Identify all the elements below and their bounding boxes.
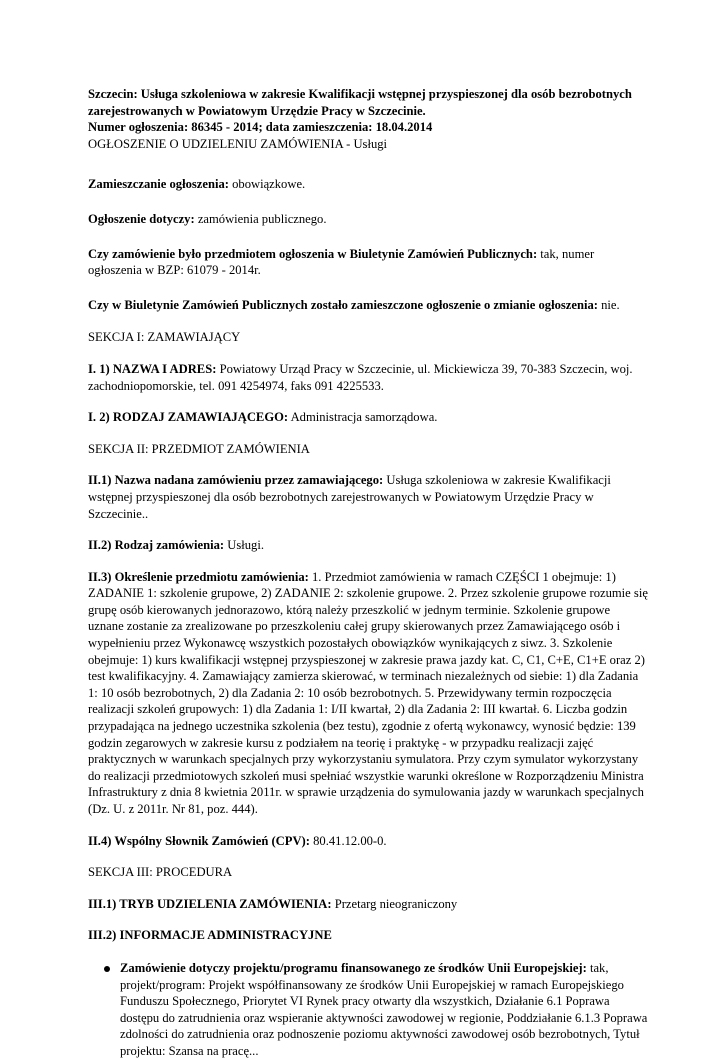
field-value: Przetarg nieograniczony bbox=[331, 896, 458, 911]
announcement-number: Numer ogłoszenia: 86345 - 2014; data zamieszczenia: 18.04.2014 bbox=[88, 120, 433, 135]
contracting-authority-name bbox=[88, 361, 648, 394]
field-value: Powiatowy Urząd Pracy w Szczecinie, ul. Mickiewicza 39, 70-383 Szczecin, woj. zachodniopomorskie, tel. 091 4254974, faks 091 4225533. bbox=[88, 361, 633, 393]
field-value: tak, projekt/program: Projekt współfinansowany ze środków Unii Europejskiej w ramach Europejskiego Funduszu Społecznego, Priorytet VI Rynek pracy otwarty dla wszystkich, Działanie 6.1 Poprawa dostępu do zatrudnienia oraz wspieranie aktywności zawodowej w regionie, Poddziałanie 6.1.3 Poprawa zdolności do zatrudnienia oraz podnoszenie poziomu aktywności zawodowej osób bezrobotnych, Tytuł projektu: Szansa na pracę... bbox=[120, 960, 648, 1058]
field-announcement-concerns bbox=[88, 211, 648, 228]
field-value: Usługa szkoleniowa w zakresie Kwalifikacji wstępnej przyspieszonej dla osób bezrobotnych zarejestrowanych w Powiatowym Urzędzie Pracy w Szczecinie.. bbox=[88, 473, 611, 521]
section-3-heading: SEKCJA III: PROCEDURA bbox=[88, 865, 233, 880]
field-bzp-change bbox=[88, 297, 648, 314]
field-label: Zamówienie dotyczy projektu/programu finansowanego ze środków Unii Europejskiej: bbox=[120, 960, 587, 975]
document-header bbox=[88, 86, 648, 152]
field-label: Ogłoszenie dotyczy: bbox=[88, 211, 195, 226]
list-item bbox=[120, 960, 648, 1060]
field-label: III.1) TRYB UDZIELENIA ZAMÓWIENIA: bbox=[88, 896, 332, 911]
field-value: Usługi. bbox=[224, 538, 264, 553]
contracting-authority-type bbox=[88, 409, 648, 426]
document-title: Szczecin: Usługa szkoleniowa w zakresie Kwalifikacji wstępnej przyspieszonej dla osób bezrobotnych zarejestrowanych w Powiatowym Urzędzie Pracy w Szczecinie. bbox=[88, 87, 632, 118]
field-bzp-publication bbox=[88, 246, 648, 279]
section-1-heading: SEKCJA I: ZAMAWIAJĄCY bbox=[88, 330, 241, 345]
field-label: II.3) Określenie przedmiotu zamówienia: bbox=[88, 569, 309, 584]
field-value: 1. Przedmiot zamówienia w ramach CZĘŚCI 1 obejmuje: 1) ZADANIE 1: szkolenie grupowe, 2) ZADANIE 2: szkolenie grupowe. 2. Przez szkolenie grupowe rozumie się grupę osób kierowanych jednorazowo, którą należy przeszkolić w jednym terminie. Szkolenie grupowe uznane zostanie za zrealizowane po przeszkoleniu całej grupy skierowanych przez Zamawiającego osób i wypełnieniu przez Wykonawcę wszystkich pozostałych obowiązków wynikających z siwz. 3. Szkolenie obejmuje: 1) kurs kwalifikacji wstępnej przyspieszonej w zakresie prawa jazdy kat. C, C1, C+E, C1+E oraz 2) test kwalifikacyjny. 4. Zamawiający zamierza skierować, w terminach niezależnych od siebie: 1) dla Zadania 1: 10 osób bezrobotnych, 2) dla Zadania 2: 10 osób bezrobotnych. 5. Przewidywany termin rozpoczęcia realizacji szkoleń grupowych: 1) dla Zadania 1: I/II kwartał, 2) dla Zadania 2: III kwartał. 6. Liczba godzin przypadająca na jednego uczestnika szkolenia (bez testu), zgodnie z ofertą wykonawcy, wynosić będzie: 139 godzin zegarowych w zakresie kursu z podziałem na teorię i praktykę - w przypadku realizacji zajęć praktycznych w warunkach specjalnych przy wykorzystaniu symulatora. Przy czym symulator wykorzystany do realizacji przedmiotowych szkoleń musi spełniać wszystkie warunki określone w Rozporządzeniu Ministra Infrastruktury z dnia 8 kwietnia 2011r. w sprawie urządzenia do symulowania jazdy w warunkach specjalnych (Dz. U. z 2011r. Nr 81, poz. 444). bbox=[88, 569, 648, 816]
bullet-icon bbox=[104, 966, 110, 972]
field-label: Czy w Biuletynie Zamówień Publicznych zostało zamieszczone ogłoszenie o zmianie ogłoszenia: bbox=[88, 297, 598, 312]
contract-description bbox=[88, 569, 648, 818]
field-value: nie. bbox=[597, 297, 620, 312]
field-label: Zamieszczanie ogłoszenia: bbox=[88, 177, 229, 192]
announcement-type: OGŁOSZENIE O UDZIELENIU ZAMÓWIENIA - Usługi bbox=[88, 136, 388, 151]
document-page bbox=[88, 86, 648, 1060]
field-value: zamówienia publicznego. bbox=[194, 211, 327, 226]
field-label: I. 2) RODZAJ ZAMAWIAJĄCEGO: bbox=[88, 410, 289, 425]
field-value: tak, numer ogłoszenia w BZP: 61079 - 2014r. bbox=[88, 246, 595, 278]
field-publication-mode bbox=[88, 176, 648, 193]
field-label: Czy zamówienie było przedmiotem ogłoszenia w Biuletynie Zamówień Publicznych: bbox=[88, 246, 538, 261]
field-label: II.2) Rodzaj zamówienia: bbox=[88, 538, 225, 553]
field-label: I. 1) NAZWA I ADRES: bbox=[88, 361, 217, 376]
field-value: 80.41.12.00-0. bbox=[309, 833, 387, 848]
field-label: II.4) Wspólny Słownik Zamówień (CPV): bbox=[88, 833, 310, 848]
cpv-code bbox=[88, 833, 648, 850]
field-value: obowiązkowe. bbox=[228, 177, 306, 192]
procedure-mode bbox=[88, 896, 648, 913]
contract-kind bbox=[88, 537, 648, 554]
administrative-info-list bbox=[88, 960, 648, 1060]
section-2-heading: SEKCJA II: PRZEDMIOT ZAMÓWIENIA bbox=[88, 441, 310, 456]
contract-name bbox=[88, 472, 648, 522]
administrative-info-heading: III.2) INFORMACJE ADMINISTRACYJNE bbox=[88, 928, 332, 943]
field-label: II.1) Nazwa nadana zamówieniu przez zamawiającego: bbox=[88, 473, 384, 488]
field-value: Administracja samorządowa. bbox=[288, 410, 438, 425]
